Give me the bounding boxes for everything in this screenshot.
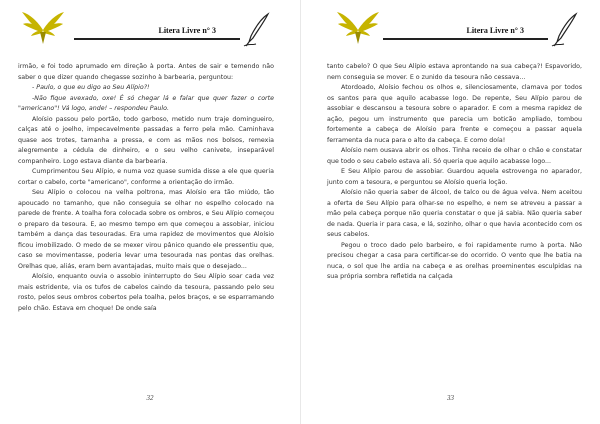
paragraph: E Seu Alípio parou de assobiar. Guardou aquela estrovenga no aparador, junto com a tesoura, e perguntou se Aloísio queria loção. bbox=[327, 168, 582, 186]
paragraph: tanto cabelo? O que Seu Alípio estava aprontando na sua cabeça?! Espavorido, nem conseguia se mover. E o zunido da tesoura não cessava... bbox=[327, 63, 582, 81]
quill-pen-icon bbox=[550, 12, 580, 48]
paragraph bbox=[18, 94, 274, 115]
dialogue-line: -Não fique avexado, oxe! É só chegar lá e falar que quer fazer o corte "americano"! Vá logo, ande! – respondeu Paulo. bbox=[18, 94, 274, 112]
paragraph: Cumprimentou Seu Alípio, e numa voz quase sumida disse a ele que queria cortar o cabelo, corte "americano", conforme a orientação do irmão. bbox=[18, 168, 274, 186]
page-body bbox=[18, 62, 274, 314]
paragraph: Seu Alípio o colocou na velha poltrona, mas Aloísio era tão miúdo, tão apoucado no tamanho, que não conseguia se olhar no espelho colocado na parede de frente. A toalha fora colocada sobre os ombros, e Seu Alípio começou o preparo da tesoura. E, ao mesmo tempo em que começou a assobiar, iniciou também a dança das tesouradas. Era uma rapidez de movimentos que Aloísio ficou imobilizado. O medo de se mexer virou pânico quando ele pressentiu que, caso se movimentasse, poderia levar uma tesourada nas pontas das orelhas. Orelhas que, aliás, eram bem avantajadas, muito mais que o desejado... bbox=[18, 189, 274, 270]
paragraph: Atordoado, Aloísio fechou os olhos e, silenciosamente, clamava por todos os santos para que aquilo acabasse logo. De repente, Seu Alípio parou de assobiar e descansou a tesoura sobre o aparador. E com a mesma rapidez de ação, pegou um instrumento que parecia um boticão ampliado, tombou fortemente a cabeça de Aloísio para frente e começou a passar aquela ferramenta da nuca para o alto da cabeça. E como doía! bbox=[327, 84, 582, 144]
page-header bbox=[18, 0, 274, 62]
dialogue-line: - Paulo, o que eu digo ao Seu Alípio?! bbox=[32, 84, 150, 91]
right-page bbox=[300, 0, 600, 424]
paragraph: Aloísio passou pelo portão, todo garboso, metido num traje domingueiro, calças até o joelho, impecavelmente passadas a ferro pela mão. Caminhava quase aos trotes, tamanha a pressa, e com as mãos nos bolsos, remexia alegremente a cédula de dinheiro, e o seu velho canivete, inseparável companheiro. Logo estava diante da barbearia. bbox=[18, 115, 274, 165]
paragraph: Aloísio, enquanto ouvia o assobio ininterrupto do Seu Alípio soar cada vez mais estridente, via os tufos de cabelos caindo da tesoura, passando pelo seu rosto, pelos seus ombros cobertos pela toalha, pelos braços, e se esparramando pelo chão. Estava em choque! De onde saía bbox=[18, 273, 274, 312]
winged-emblem-icon bbox=[335, 8, 381, 48]
header-rule bbox=[74, 38, 240, 40]
page-body bbox=[327, 62, 582, 283]
page-header bbox=[327, 0, 582, 62]
header-title: Litera Livre n° 3 bbox=[466, 26, 524, 35]
header-rule bbox=[383, 38, 548, 40]
paragraph: Aloísio nem ousava abrir os olhos. Tinha receio de olhar o chão e constatar que todo o seu cabelo estava ali. Só queria que aquilo acabasse logo... bbox=[327, 147, 582, 165]
page-number: 32 bbox=[146, 394, 154, 402]
paragraph bbox=[18, 83, 274, 94]
header-title: Litera Livre n° 3 bbox=[158, 26, 216, 35]
paragraph: Aloísio não queria saber de álcool, de talco ou de água velva. Nem aceitou a oferta de Seu Alípio para olhar-se no espelho, e nem se atreveu a passar a mão pela cabeça porque não queria constatar o que já sabia. Não queria saber de nada. Queria ir para casa, e lá, sozinho, olhar o que havia acontecido com os seus cabelos. bbox=[327, 189, 582, 238]
paragraph: Pegou o troco dado pelo barbeiro, e foi rapidamente rumo à porta. Não precisou chegar a casa para certificar-se do ocorrido. O vento que lhe batia na nuca, o sol que lhe ardia na cabeça e as orelhas proeminentes esculpidas na sua própria sombra refletida na calçada bbox=[327, 241, 582, 280]
page-number: 33 bbox=[447, 394, 454, 402]
winged-emblem-icon bbox=[20, 8, 66, 48]
paragraph: irmão, e foi todo aprumado em direção à porta. Antes de sair e temendo não saber o que dizer quando chegasse sozinho à barbearia, perguntou: bbox=[18, 63, 274, 81]
quill-pen-icon bbox=[242, 12, 272, 48]
